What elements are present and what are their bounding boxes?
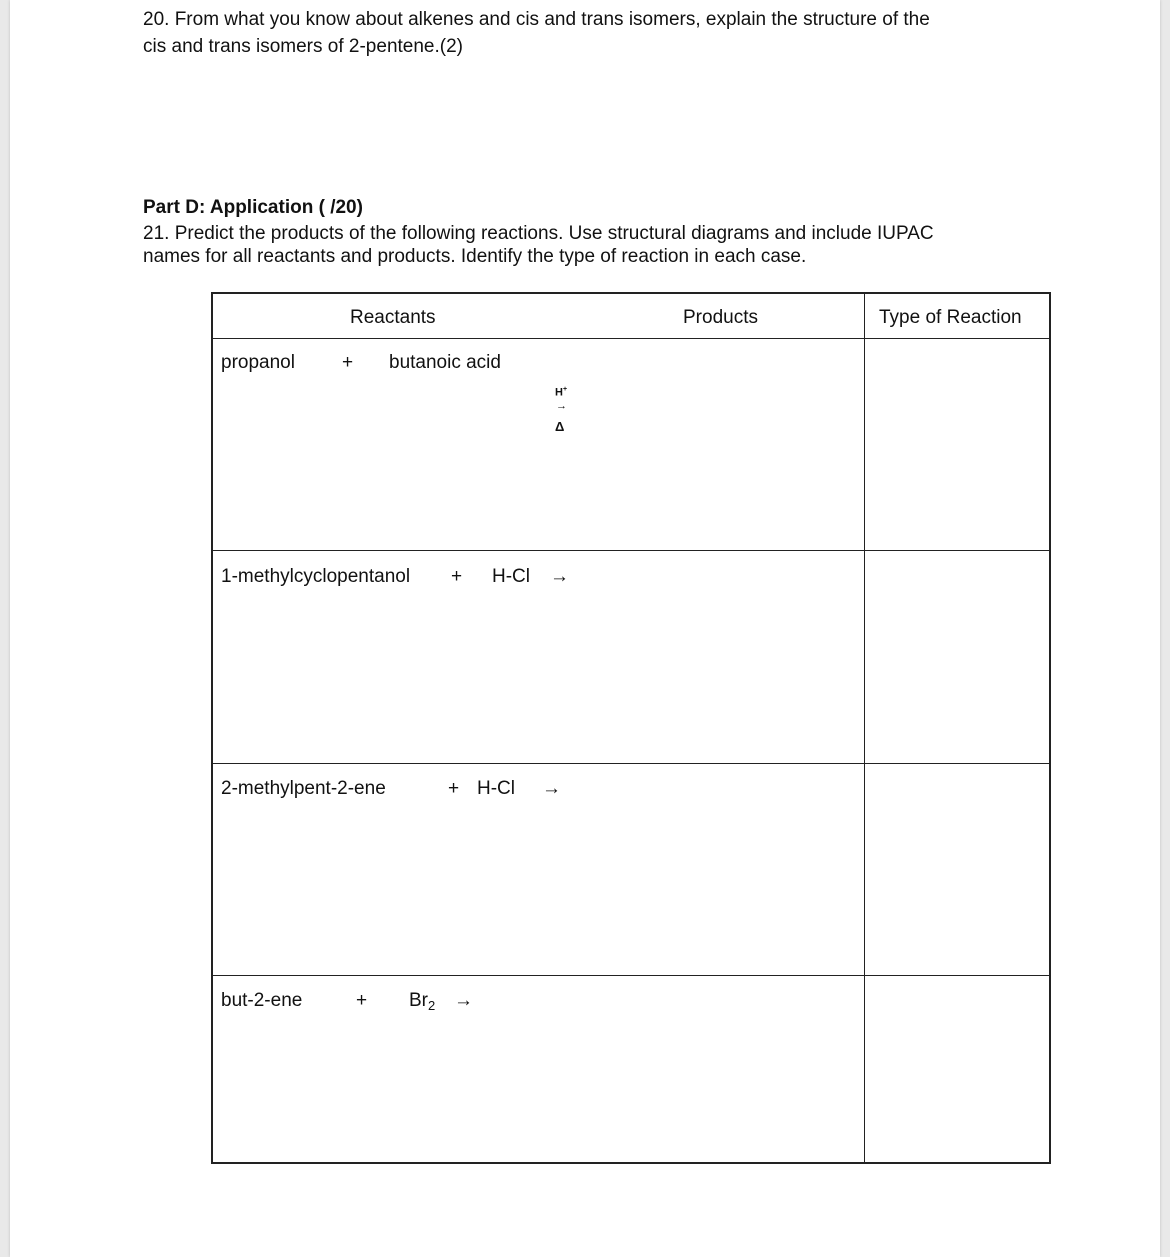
header-products: Products (683, 307, 758, 328)
row4-arrow: → (454, 990, 473, 1011)
row1-reactant-1: propanol (221, 352, 295, 373)
row4-reactant-2: $Br_2$ (409, 990, 436, 1013)
question-20 (143, 6, 1043, 60)
row3-plus: + (448, 778, 460, 799)
row1-reactant-2: butanoic acid (389, 352, 501, 373)
question-21-line-1: 21. Predict the products of the following reactions. Use structural diagrams and include IUPAC (143, 223, 934, 244)
row-divider-3 (213, 975, 1049, 976)
row2-reactant-2: H-Cl (492, 566, 530, 587)
row1-plus: + (342, 352, 354, 373)
row1-arrow: → (556, 400, 567, 412)
row3-arrow: → (542, 778, 561, 799)
part-d-heading: Part D: Application ( /20) (143, 197, 363, 218)
row2-plus: + (451, 566, 463, 587)
row1-heat: Δ (555, 419, 565, 434)
row4-reactant-1: but-2-ene (221, 990, 303, 1011)
row-divider-1 (213, 550, 1049, 551)
row2-reactant-1: 1-methylcyclopentanol (221, 566, 411, 587)
row3-reactant-1: 2-methylpent-2-ene (221, 778, 386, 799)
row3-reactant-2: H-Cl (477, 778, 515, 799)
question-21 (143, 222, 1043, 268)
header-reactants: Reactants (350, 307, 436, 328)
reactions-table (211, 292, 1051, 1164)
header-type-of-reaction: Type of Reaction (879, 307, 1022, 328)
header-divider (213, 338, 1049, 339)
row1-catalyst: H+ (555, 386, 568, 399)
type-column-divider (864, 294, 865, 1162)
question-21-line-2: names for all reactants and products. Identify the type of reaction in each case. (143, 246, 807, 267)
question-20-line-1: 20. From what you know about alkenes and cis and trans isomers, explain the structure of the (143, 9, 930, 30)
row-divider-2 (213, 763, 1049, 764)
question-20-line-2: cis and trans isomers of 2-pentene.(2) (143, 36, 463, 57)
row4-plus: + (356, 990, 368, 1011)
row2-arrow: → (550, 566, 569, 587)
